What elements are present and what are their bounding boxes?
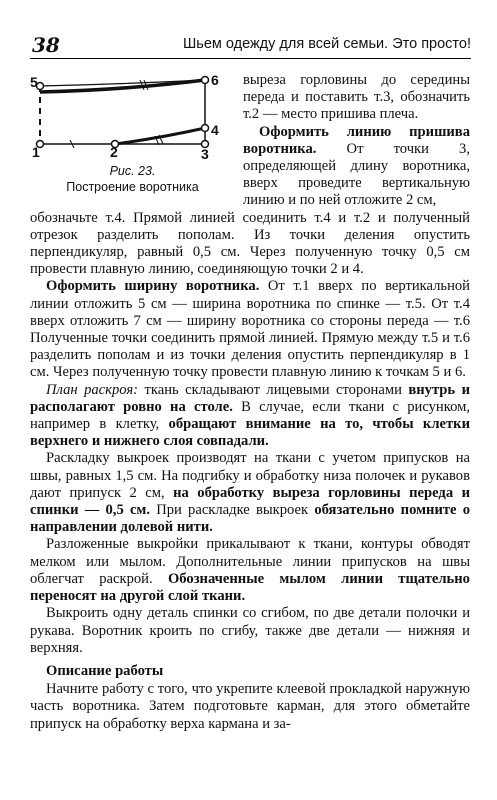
page-header <box>30 30 471 59</box>
page-number: 38 <box>32 33 60 57</box>
paragraph: Начните работу с того, что укрепите клеевой прокладкой наружную часть воротника. Затем подготовьте карман, для этого обметайте припуск на обработку верха кармана и за- <box>30 681 470 732</box>
point-label-1: 1 <box>32 144 40 160</box>
text-beside-figure <box>243 72 470 210</box>
paragraph: Раскладку выкроек производят на ткани с учетом припусков на швы, равных 1,5 см. На подгибку и обработку низа полочек и рукавов дают припуск 2 см, на обработку выреза горловины переда и спинки — 0,5 см. При раскладке выкроек обязательно помните о направлении долевой нити. <box>30 450 470 536</box>
page-body <box>30 72 470 733</box>
bold-lead: Оформить ширину воротника. <box>46 278 260 295</box>
figure-caption-title: Построение воротника <box>66 180 199 194</box>
paragraph: Оформить ширину воротника. От т.1 вверх по вертикальной линии отложить 5 см — ширина воротника по спинке — т.5. От т.4 вверх отложить 7 см — ширину воротника со стороны переда — т.6 Полученные точки соединить прямой линией. Прямую между т.5 и т.6 разделить пополам и из точки деления опустить перпендикуляр в 1 см. Через полученную точку провести плавную линию к точкам 5 и 6. <box>30 278 470 381</box>
figure-caption-number: Рис. 23. <box>109 164 156 178</box>
point-label-4: 4 <box>211 122 219 138</box>
paragraph: выреза горловины до середины переда и поставить т.3, обозначить т.2 — место пришива плеча. <box>243 72 470 123</box>
bold-lead: Оформить линию пришива воротника. <box>243 123 470 157</box>
paragraph-continuation: обозначьте т.4. Прямой линией соединить т.4 и т.2 и полученный отрезок разделить пополам. Из точки деления опустить перпендикуляр, равный 0,5 см. Через полученную точку 0,5 см провести плавную линию, соединяющую точки 2 и 4. <box>30 209 470 278</box>
paragraph: Оформить линию пришива воротника. От точки 3, определяющей длину воротника, вверх проведите вертикальную линию и по ней отложите 2 см, <box>243 123 470 209</box>
paragraph: Разложенные выкройки прикалывают к ткани, контуры обводят мелком или мылом. Дополнительные линии припусков на швы облегчат раскрой. Обозначенные мылом линии тщательно переносят на другой слой ткани. <box>30 536 470 605</box>
point-label-3: 3 <box>201 146 209 162</box>
paragraph: Выкроить одну деталь спинки со сгибом, по две детали полочки и рукава. Воротник кроить по сгибу, также две детали — нижняя и верхняя. <box>30 605 470 656</box>
paragraph: План раскроя: ткань складывают лицевыми сторонами внутрь и располагают ровно на столе. В случае, если ткани с рисунком, например в клетку, обращают внимание на то, чтобы клетки верхнего и нижнего слоя совпадали. <box>30 381 470 450</box>
italic-lead: План раскроя: <box>46 381 139 398</box>
section-heading: Описание работы <box>46 662 164 679</box>
running-title: Шьем одежду для всей семьи. Это просто! <box>182 36 471 52</box>
point-label-2: 2 <box>110 144 118 160</box>
point-label-6: 6 <box>211 72 219 88</box>
point-label-5: 5 <box>30 74 38 90</box>
